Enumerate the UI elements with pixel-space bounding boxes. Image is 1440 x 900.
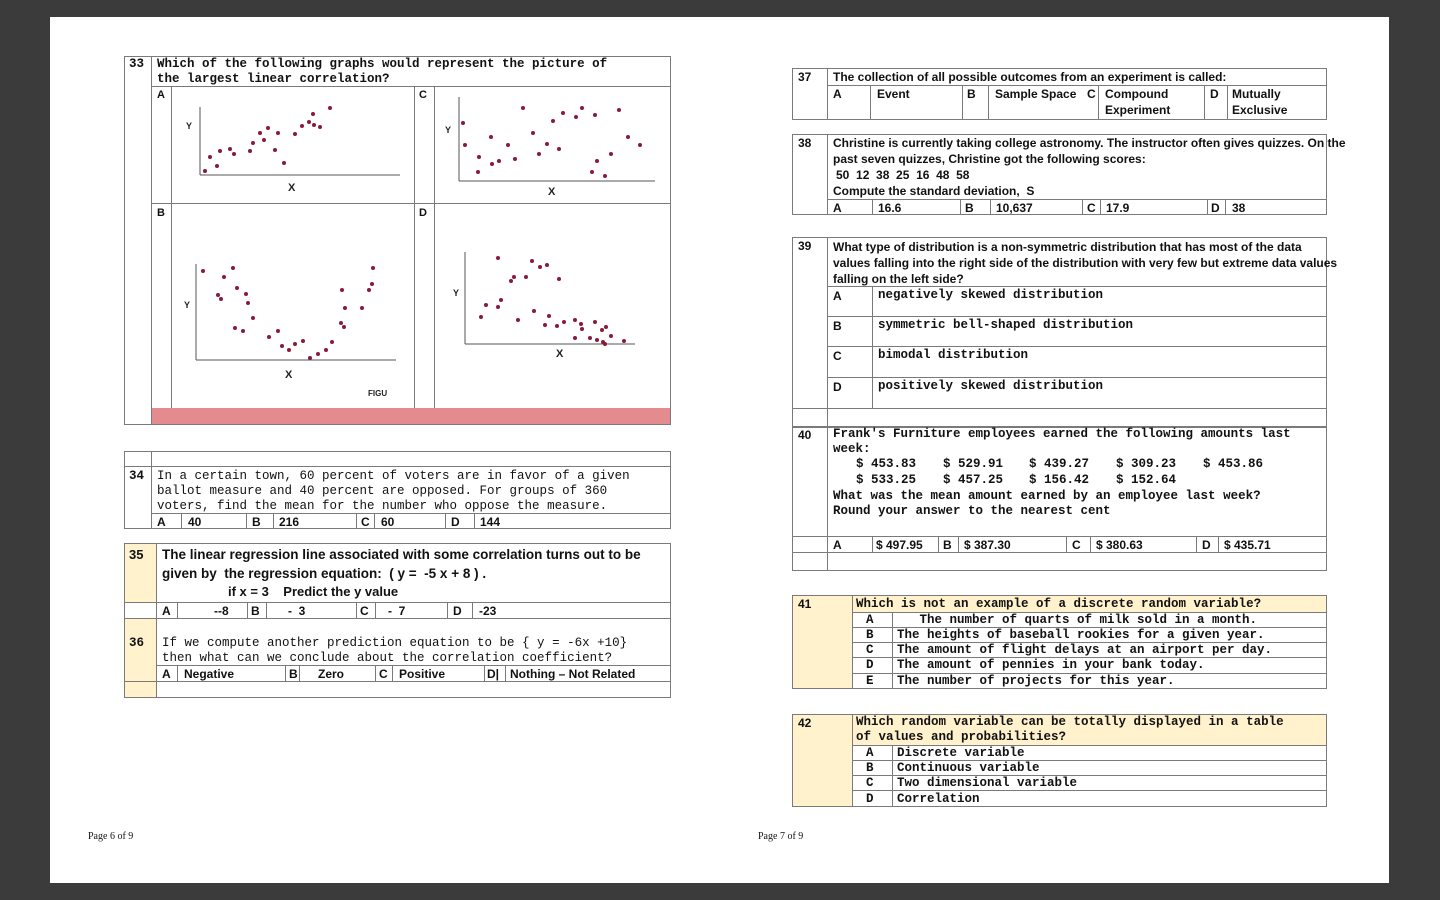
option-letter: D: [419, 207, 427, 219]
amount-value: $ 533.25: [856, 473, 917, 487]
option-letter: A: [157, 89, 165, 101]
pink-bar: [152, 408, 670, 424]
option-c: Two dimensional variable: [897, 776, 1078, 790]
figure-caption: FIGU: [368, 389, 388, 398]
option-b: 216: [279, 515, 300, 529]
option-letter: A: [833, 289, 842, 303]
question-text: past seven quizzes, Christine got the following scores:: [833, 152, 1146, 166]
question-text: The linear regression line associated with some correlation turns out to be: [162, 547, 641, 562]
option-c: bimodal distribution: [878, 348, 1029, 362]
page-footer-left: Page 6 of 9: [88, 831, 134, 842]
option-d: The amount of pennies in your bank today.: [897, 658, 1205, 672]
option-letter: C: [866, 776, 874, 790]
option-d: Correlation: [897, 792, 980, 806]
option-letter: C: [866, 643, 874, 657]
question-text: the largest linear correlation?: [157, 72, 390, 86]
question-number: 40: [798, 428, 812, 442]
option-b: Sample Space: [995, 87, 1077, 101]
svg-text:Y: Y: [445, 125, 452, 135]
option-letter: B: [157, 207, 165, 219]
question-text: if x = 3 Predict the y value: [228, 584, 399, 599]
option-a: negatively skewed distribution: [878, 288, 1104, 302]
question-text: Christine is currently taking college astronomy. The instructor often gives quizzes. On the: [833, 136, 1346, 150]
svg-text:X: X: [548, 186, 556, 198]
amount-value: $ 453.86: [1203, 457, 1264, 471]
svg-text:Y: Y: [453, 288, 460, 298]
amount-value: $ 457.25: [943, 473, 1004, 487]
option-letter: B: [289, 667, 298, 681]
option-letter: E: [866, 674, 874, 688]
option-b: 10,637: [996, 201, 1033, 215]
question-text: ballot measure and 40 percent are opposed. For groups of 360: [157, 484, 608, 498]
scatter-graph-a: [172, 87, 414, 203]
question-text: What type of distribution is a non-symmetric distribution that has most of the data: [833, 240, 1302, 254]
question-number: 42: [798, 716, 812, 730]
option-d: -23: [479, 604, 497, 618]
svg-text:X: X: [556, 348, 564, 360]
option-letter: A: [866, 613, 874, 627]
option-letter: A: [866, 746, 874, 760]
option-c: Positive: [399, 667, 446, 681]
question-scores: 50 12 38 25 16 48 58: [836, 168, 970, 182]
amount-value: $ 529.91: [943, 457, 1004, 471]
option-c: Compound: [1105, 87, 1169, 101]
option-d: 144: [480, 515, 501, 529]
amount-value: $ 156.42: [1029, 473, 1090, 487]
option-d: Nothing – Not Related: [510, 667, 636, 681]
question-text: falling on the left side?: [833, 272, 964, 286]
question-text: Compute the standard deviation, S: [833, 184, 1035, 198]
question-text: values falling into the right side of the distribution with very few but extreme data values: [833, 256, 1338, 270]
scatter-graph-b: [172, 204, 414, 408]
question-text: What was the mean amount earned by an employee last week?: [833, 489, 1261, 503]
option-b: Zero: [318, 667, 345, 681]
question-text: then what can we conclude about the correlation coefficient?: [162, 651, 613, 665]
scatter-graph-d: [435, 204, 671, 408]
option-letter: C: [361, 515, 370, 529]
option-b: Continuous variable: [897, 761, 1040, 775]
option-letter: D: [1210, 87, 1219, 101]
option-letter: C: [379, 667, 388, 681]
question-text: The collection of all possible outcomes from an experiment is called:: [833, 70, 1227, 84]
option-c-line2: Experiment: [1105, 103, 1171, 117]
option-letter: A: [162, 604, 171, 618]
question-number: 37: [798, 70, 812, 84]
question-text: Which random variable can be totally displayed in a table: [856, 715, 1284, 729]
option-letter: C: [1087, 87, 1096, 101]
question-text: In a certain town, 60 percent of voters are in favor of a given: [157, 469, 630, 483]
question-number: 34: [129, 469, 145, 483]
page-footer-right: Page 7 of 9: [758, 831, 804, 842]
option-letter: B: [965, 201, 974, 215]
option-a: $ 497.95: [876, 538, 923, 552]
option-letter: D: [453, 604, 462, 618]
option-a: --8: [214, 604, 229, 618]
question-text: voters, find the mean for the number who oppose the measure.: [157, 499, 608, 513]
amount-value: $ 152.64: [1116, 473, 1177, 487]
svg-text:X: X: [285, 369, 293, 381]
question-text: of values and probabilities?: [856, 730, 1067, 744]
option-e: The number of projects for this year.: [897, 674, 1175, 688]
option-letter: C: [1072, 538, 1081, 552]
option-letter: C: [833, 349, 842, 363]
option-letter: B: [252, 515, 261, 529]
option-letter: B: [943, 538, 952, 552]
question-text: Which is not an example of a discrete random variable?: [856, 597, 1262, 611]
option-a: 40: [188, 515, 202, 529]
option-letter: D: [1202, 538, 1211, 552]
option-letter: A: [833, 87, 842, 101]
option-d: 38: [1232, 201, 1246, 215]
x-axis-label: X: [288, 182, 296, 194]
option-d: positively skewed distribution: [878, 379, 1104, 393]
option-d: Mutually: [1232, 87, 1281, 101]
option-c: 60: [381, 515, 395, 529]
option-letter: D: [833, 380, 842, 394]
option-c: The amount of flight delays at an airport per day.: [897, 643, 1273, 657]
option-letter: B: [251, 604, 260, 618]
option-b: - 3: [288, 604, 306, 618]
option-c: - 7: [388, 604, 406, 618]
option-a: Negative: [184, 667, 235, 681]
amount-value: $ 309.23: [1116, 457, 1177, 471]
option-letter: B: [833, 319, 842, 333]
option-b: symmetric bell-shaped distribution: [878, 318, 1134, 332]
option-d: $ 435.71: [1224, 538, 1271, 552]
option-letter: D: [866, 792, 874, 806]
option-letter: A: [833, 201, 842, 215]
option-letter: C: [1087, 201, 1096, 215]
option-letter: D: [451, 515, 460, 529]
option-letter: B: [866, 628, 874, 642]
question-number: 35: [129, 547, 144, 562]
option-letter: B: [866, 761, 874, 775]
option-a: Discrete variable: [897, 746, 1025, 760]
option-c: $ 380.63: [1096, 538, 1143, 552]
question-number: 38: [798, 136, 812, 150]
y-axis-label: Y: [186, 121, 193, 131]
option-a: 16.6: [878, 201, 902, 215]
document-sheet: [50, 17, 1389, 883]
option-d-line2: Exclusive: [1232, 103, 1288, 117]
option-letter: C: [360, 604, 369, 618]
option-letter: A: [162, 667, 171, 681]
question-text: Which of the following graphs would represent the picture of: [157, 57, 608, 71]
question-number: 41: [798, 597, 812, 611]
amount-value: $ 453.83: [856, 457, 917, 471]
data-points: [203, 106, 332, 173]
option-letter: D|: [487, 667, 500, 681]
question-text: week:: [833, 442, 871, 456]
scatter-graph-c: [435, 87, 671, 203]
question-number: 39: [798, 239, 812, 253]
option-letter: D: [866, 658, 874, 672]
question-text: given by the regression equation: ( y = -5 x + 8 ) .: [162, 566, 487, 581]
option-letter: C: [419, 89, 427, 101]
question-number: 33: [129, 57, 145, 71]
amount-value: $ 439.27: [1029, 457, 1090, 471]
option-b: $ 387.30: [964, 538, 1011, 552]
question-text: Frank's Furniture employees earned the following amounts last: [833, 427, 1291, 441]
option-a: The number of quarts of milk sold in a month.: [897, 613, 1258, 627]
question-number: 36: [129, 636, 145, 650]
question-text: Round your answer to the nearest cent: [833, 504, 1111, 518]
option-a: Event: [877, 87, 910, 101]
option-letter: A: [833, 538, 842, 552]
option-b: The heights of baseball rookies for a given year.: [897, 628, 1265, 642]
question-text: If we compute another prediction equation to be { y = -6x +10}: [162, 636, 628, 650]
option-c: 17.9: [1106, 201, 1130, 215]
option-letter: A: [157, 515, 166, 529]
svg-text:Y: Y: [184, 300, 191, 310]
option-letter: D: [1211, 201, 1220, 215]
option-letter: B: [967, 87, 976, 101]
